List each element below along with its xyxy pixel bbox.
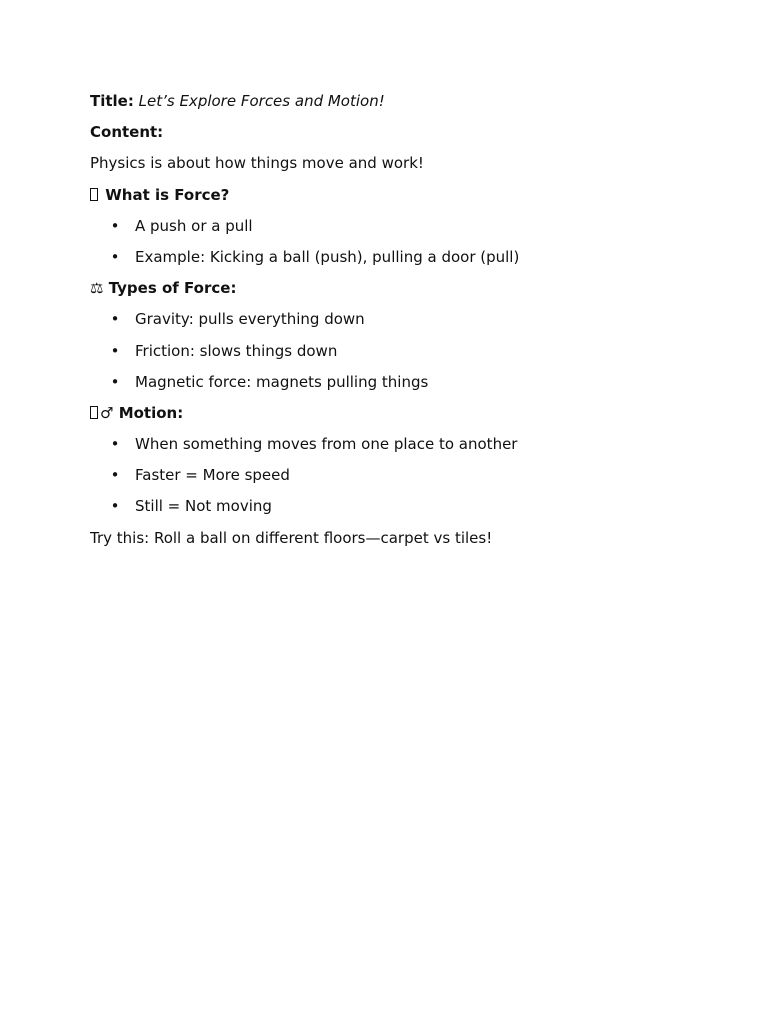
types-list <box>90 309 678 392</box>
list-item <box>90 465 678 486</box>
bullet-icon: • <box>110 466 120 485</box>
list-item-text: When something moves from one place to another <box>135 435 518 454</box>
bullet-icon: • <box>110 247 120 266</box>
missing-glyph-icon <box>90 406 98 419</box>
closing-paragraph: Try this: Roll a ball on different floors—carpet vs tiles! <box>90 528 493 547</box>
title-text: Let’s Explore Forces and Motion! <box>138 92 385 110</box>
bullet-icon: • <box>110 341 120 360</box>
bullet-icon: • <box>110 310 120 329</box>
list-item-text: A push or a pull <box>135 216 253 235</box>
section-heading-force <box>90 185 678 206</box>
list-item-text: Magnetic force: magnets pulling things <box>135 372 429 391</box>
title-label: Title: <box>90 92 134 110</box>
section-heading-types <box>90 278 678 299</box>
missing-glyph-icon <box>90 188 98 201</box>
scales-icon: ⚖ <box>90 279 104 298</box>
list-item-text: Faster = More speed <box>135 466 290 485</box>
motion-list <box>90 434 678 517</box>
list-item <box>90 216 678 237</box>
bullet-icon: • <box>110 216 120 235</box>
title-line <box>90 91 678 112</box>
list-item <box>90 434 678 455</box>
section-heading-text: Types of Force: <box>108 279 237 298</box>
list-item <box>90 372 678 393</box>
male-sign-icon: ♂ <box>100 403 114 422</box>
list-item-text: Gravity: pulls everything down <box>135 310 365 329</box>
bullet-icon: • <box>110 435 120 454</box>
list-item-text: Friction: slows things down <box>135 341 338 360</box>
intro-paragraph: Physics is about how things move and work! <box>90 154 424 173</box>
section-heading-motion <box>90 403 678 424</box>
list-item <box>90 309 678 330</box>
list-item <box>90 496 678 517</box>
list-item-text: Still = Not moving <box>135 497 272 516</box>
bullet-icon: • <box>110 497 120 516</box>
list-item <box>90 247 678 268</box>
force-list <box>90 216 678 268</box>
section-heading-text: What is Force? <box>105 185 230 204</box>
list-item <box>90 341 678 362</box>
content-label: Content: <box>90 123 164 142</box>
section-heading-text: Motion: <box>118 403 184 422</box>
list-item-text: Example: Kicking a ball (push), pulling a door (pull) <box>135 247 520 266</box>
bullet-icon: • <box>110 372 120 391</box>
